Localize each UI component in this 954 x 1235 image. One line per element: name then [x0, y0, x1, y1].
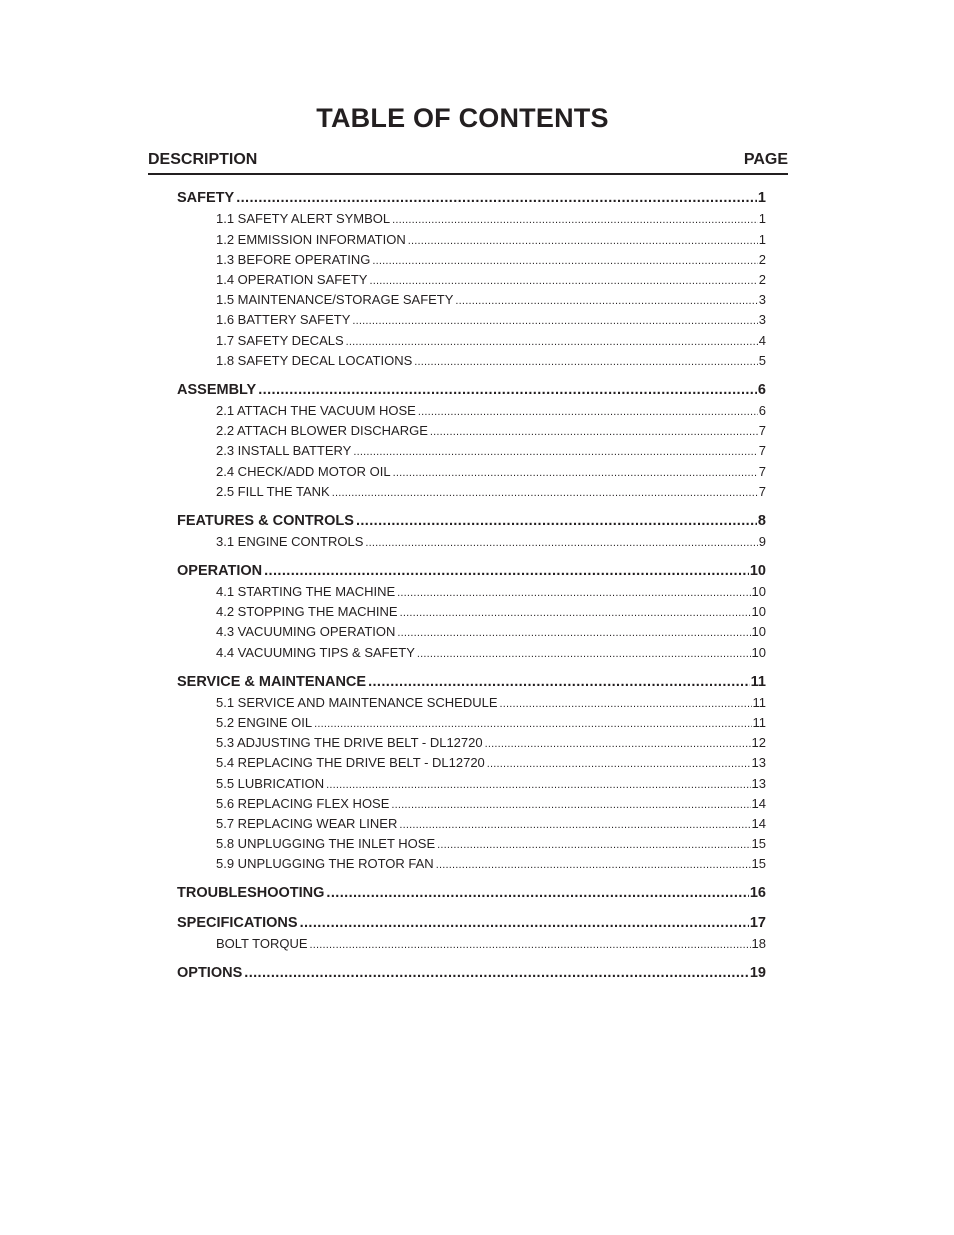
- description-column-header: DESCRIPTION: [148, 151, 258, 168]
- toc-item-1-5-maintenance-storage-safety[interactable]: [216, 293, 766, 307]
- dot-leader: [236, 191, 757, 206]
- toc-item-1-1-safety-alert-symbol-label: 1.1 SAFETY ALERT SYMBOL: [216, 211, 391, 226]
- dot-leader: [397, 628, 750, 639]
- toc-item-1-6-battery-safety-label: 1.6 BATTERY SAFETY: [216, 312, 351, 327]
- toc-item-2-3-install-battery-label: 2.3 INSTALL BATTERY: [216, 443, 352, 458]
- dot-leader: [264, 564, 749, 579]
- toc-item-1-3-before-operating-page-number: 2: [758, 252, 766, 267]
- toc-item-4-2-stopping-the-machine-label: 4.2 STOPPING THE MACHINE: [216, 604, 398, 619]
- dot-leader: [353, 447, 757, 458]
- toc-item-1-2-emmission-information[interactable]: [216, 233, 766, 247]
- toc-item-5-7-replacing-wear-liner[interactable]: [216, 817, 766, 831]
- toc-item-5-3-adjusting-the-drive-belt-dl12720[interactable]: [216, 736, 766, 750]
- toc-section-assembly-label: ASSEMBLY: [177, 382, 257, 398]
- toc-item-5-5-lubrication[interactable]: [216, 777, 766, 791]
- dot-leader: [455, 296, 757, 307]
- toc-item-1-6-battery-safety-page-number: 3: [758, 312, 766, 327]
- toc-item-2-2-attach-blower-discharge-label: 2.2 ATTACH BLOWER DISCHARGE: [216, 423, 428, 438]
- dot-leader: [244, 966, 749, 981]
- toc-item-5-1-service-and-maintenance-schedule-label: 5.1 SERVICE AND MAINTENANCE SCHEDULE: [216, 695, 498, 710]
- toc-item-1-3-before-operating-label: 1.3 BEFORE OPERATING: [216, 252, 371, 267]
- toc-item-2-1-attach-the-vacuum-hose[interactable]: [216, 404, 766, 418]
- dot-leader: [392, 215, 758, 226]
- toc-item-2-2-attach-blower-discharge[interactable]: [216, 424, 766, 438]
- toc-item-4-3-vacuuming-operation-label: 4.3 VACUUMING OPERATION: [216, 624, 396, 639]
- toc-item-5-1-service-and-maintenance-schedule-page-number: 11: [752, 695, 766, 710]
- toc-item-1-7-safety-decals[interactable]: [216, 334, 766, 348]
- toc-section-features-and-controls-label: FEATURES & CONTROLS: [177, 513, 354, 529]
- toc-item-5-9-unplugging-the-rotor-fan-page-number: 15: [751, 856, 766, 871]
- dot-leader: [346, 337, 758, 348]
- toc-item-3-1-engine-controls[interactable]: [216, 535, 766, 549]
- toc-item-5-4-replacing-the-drive-belt-dl12720-page-number: 13: [751, 755, 766, 770]
- toc-section-features-and-controls-page-number: 8: [757, 513, 766, 529]
- dot-leader: [391, 800, 750, 811]
- dot-leader: [437, 840, 750, 851]
- toc-item-bolt-torque-label: BOLT TORQUE: [216, 936, 308, 951]
- page-title: TABLE OF CONTENTS: [316, 103, 609, 133]
- toc-item-2-5-fill-the-tank-label: 2.5 FILL THE TANK: [216, 484, 330, 499]
- toc-item-5-6-replacing-flex-hose-label: 5.6 REPLACING FLEX HOSE: [216, 796, 390, 811]
- toc-item-bolt-torque-page-number: 18: [751, 936, 766, 951]
- dot-leader: [418, 407, 758, 418]
- toc-item-1-1-safety-alert-symbol-page-number: 1: [758, 211, 766, 226]
- toc-item-4-2-stopping-the-machine-page-number: 10: [751, 604, 766, 619]
- toc-item-1-5-maintenance-storage-safety-label: 1.5 MAINTENANCE/STORAGE SAFETY: [216, 292, 454, 307]
- toc-item-5-2-engine-oil[interactable]: [216, 716, 766, 730]
- dot-leader: [436, 860, 751, 871]
- toc-section-safety-label: SAFETY: [177, 190, 235, 206]
- dot-leader: [500, 699, 752, 710]
- toc-item-2-2-attach-blower-discharge-page-number: 7: [758, 423, 766, 438]
- toc-item-1-2-emmission-information-label: 1.2 EMMISSION INFORMATION: [216, 232, 406, 247]
- toc-item-1-4-operation-safety[interactable]: [216, 273, 766, 287]
- dot-leader: [417, 649, 751, 660]
- dot-leader: [393, 468, 758, 479]
- toc-section-troubleshooting[interactable]: [177, 886, 766, 901]
- dot-leader: [400, 608, 751, 619]
- toc-section-safety[interactable]: [177, 191, 766, 206]
- toc-section-options-label: OPTIONS: [177, 965, 243, 981]
- toc-section-operation-label: OPERATION: [177, 563, 263, 579]
- toc-item-5-1-service-and-maintenance-schedule[interactable]: [216, 696, 766, 710]
- toc-section-options-page-number: 19: [749, 965, 766, 981]
- dot-leader: [365, 538, 757, 549]
- toc-section-assembly-page-number: 6: [757, 382, 766, 398]
- toc-item-4-1-starting-the-machine-label: 4.1 STARTING THE MACHINE: [216, 584, 396, 599]
- toc-item-2-1-attach-the-vacuum-hose-label: 2.1 ATTACH THE VACUUM HOSE: [216, 403, 416, 418]
- toc-item-4-3-vacuuming-operation[interactable]: [216, 625, 766, 639]
- toc-item-1-5-maintenance-storage-safety-page-number: 3: [758, 292, 766, 307]
- dot-leader: [372, 256, 757, 267]
- toc-section-specifications[interactable]: [177, 916, 766, 931]
- toc-item-4-1-starting-the-machine-page-number: 10: [751, 584, 766, 599]
- toc-item-5-5-lubrication-label: 5.5 LUBRICATION: [216, 776, 325, 791]
- toc-item-1-3-before-operating[interactable]: [216, 253, 766, 267]
- toc-item-2-4-check-add-motor-oil-label: 2.4 CHECK/ADD MOTOR OIL: [216, 464, 391, 479]
- toc-item-5-5-lubrication-page-number: 13: [751, 776, 766, 791]
- toc-section-assembly[interactable]: [177, 383, 766, 398]
- toc-item-5-2-engine-oil-label: 5.2 ENGINE OIL: [216, 715, 313, 730]
- toc-item-5-4-replacing-the-drive-belt-dl12720[interactable]: [216, 756, 766, 770]
- toc-item-4-3-vacuuming-operation-page-number: 10: [751, 624, 766, 639]
- dot-leader: [326, 780, 750, 791]
- toc-item-4-1-starting-the-machine[interactable]: [216, 585, 766, 599]
- toc-section-troubleshooting-page-number: 16: [749, 885, 766, 901]
- toc-section-troubleshooting-label: TROUBLESHOOTING: [177, 885, 325, 901]
- toc-item-2-4-check-add-motor-oil-page-number: 7: [758, 464, 766, 479]
- toc-section-features-and-controls[interactable]: [177, 514, 766, 529]
- page-column-header: PAGE: [743, 151, 788, 168]
- toc-section-service-and-maintenance-page-number: 11: [750, 674, 766, 690]
- dot-leader: [399, 820, 750, 831]
- toc-item-4-4-vacuuming-tips-and-safety-page-number: 10: [751, 645, 766, 660]
- toc-section-specifications-label: SPECIFICATIONS: [177, 915, 298, 931]
- toc-item-3-1-engine-controls-label: 3.1 ENGINE CONTROLS: [216, 534, 364, 549]
- toc-item-5-7-replacing-wear-liner-label: 5.7 REPLACING WEAR LINER: [216, 816, 398, 831]
- toc-item-4-2-stopping-the-machine[interactable]: [216, 605, 766, 619]
- toc-section-operation[interactable]: [177, 564, 766, 579]
- dot-leader: [332, 488, 758, 499]
- toc-item-1-6-battery-safety[interactable]: [216, 313, 766, 327]
- dot-leader: [430, 427, 758, 438]
- toc-item-5-9-unplugging-the-rotor-fan[interactable]: [216, 857, 766, 871]
- toc-section-specifications-page-number: 17: [749, 915, 766, 931]
- dot-leader: [310, 940, 751, 951]
- toc-item-1-7-safety-decals-label: 1.7 SAFETY DECALS: [216, 333, 344, 348]
- dot-leader: [397, 588, 750, 599]
- toc-item-1-2-emmission-information-page-number: 1: [758, 232, 766, 247]
- toc-item-5-8-unplugging-the-inlet-hose-page-number: 15: [751, 836, 766, 851]
- dot-leader: [485, 739, 751, 750]
- dot-leader: [487, 759, 751, 770]
- toc-item-1-8-safety-decal-locations-label: 1.8 SAFETY DECAL LOCATIONS: [216, 353, 413, 368]
- toc-item-1-7-safety-decals-page-number: 4: [758, 333, 766, 348]
- toc-item-2-5-fill-the-tank-page-number: 7: [758, 484, 766, 499]
- toc-item-4-4-vacuuming-tips-and-safety-label: 4.4 VACUUMING TIPS & SAFETY: [216, 645, 415, 660]
- toc-item-2-4-check-add-motor-oil[interactable]: [216, 465, 766, 479]
- toc-item-5-4-replacing-the-drive-belt-dl12720-label: 5.4 REPLACING THE DRIVE BELT - DL12720: [216, 755, 485, 770]
- toc-item-2-5-fill-the-tank[interactable]: [216, 485, 766, 499]
- toc-item-5-6-replacing-flex-hose-page-number: 14: [751, 796, 766, 811]
- toc-item-5-9-unplugging-the-rotor-fan-label: 5.9 UNPLUGGING THE ROTOR FAN: [216, 856, 434, 871]
- toc-item-5-2-engine-oil-page-number: 11: [752, 715, 766, 730]
- toc-item-2-1-attach-the-vacuum-hose-page-number: 6: [758, 403, 766, 418]
- dot-leader: [368, 675, 750, 690]
- dot-leader: [326, 886, 748, 901]
- toc-item-5-8-unplugging-the-inlet-hose-label: 5.8 UNPLUGGING THE INLET HOSE: [216, 836, 436, 851]
- dot-leader: [352, 316, 757, 327]
- dot-leader: [414, 357, 758, 368]
- toc-item-5-8-unplugging-the-inlet-hose[interactable]: [216, 837, 766, 851]
- toc-section-safety-page-number: 1: [757, 190, 766, 206]
- dot-leader: [300, 916, 749, 931]
- toc-section-service-and-maintenance-label: SERVICE & MAINTENANCE: [177, 674, 367, 690]
- dot-leader: [369, 276, 757, 287]
- toc-item-2-3-install-battery-page-number: 7: [758, 443, 766, 458]
- toc-section-service-and-maintenance[interactable]: [177, 675, 766, 690]
- toc-item-1-4-operation-safety-page-number: 2: [758, 272, 766, 287]
- toc-item-2-3-install-battery[interactable]: [216, 444, 766, 458]
- dot-leader: [314, 719, 751, 730]
- toc-item-bolt-torque[interactable]: [216, 937, 766, 951]
- toc-item-1-1-safety-alert-symbol[interactable]: [216, 212, 766, 226]
- dot-leader: [356, 514, 757, 529]
- toc-item-5-3-adjusting-the-drive-belt-dl12720-label: 5.3 ADJUSTING THE DRIVE BELT - DL12720: [216, 735, 483, 750]
- dot-leader: [258, 383, 757, 398]
- toc-section-operation-page-number: 10: [749, 563, 766, 579]
- toc-item-5-7-replacing-wear-liner-page-number: 14: [751, 816, 766, 831]
- toc-item-5-6-replacing-flex-hose[interactable]: [216, 797, 766, 811]
- toc-item-1-8-safety-decal-locations-page-number: 5: [758, 353, 766, 368]
- dot-leader: [408, 236, 758, 247]
- toc-item-4-4-vacuuming-tips-and-safety[interactable]: [216, 646, 766, 660]
- toc-item-1-4-operation-safety-label: 1.4 OPERATION SAFETY: [216, 272, 368, 287]
- toc-item-5-3-adjusting-the-drive-belt-dl12720-page-number: 12: [751, 735, 766, 750]
- toc-item-3-1-engine-controls-page-number: 9: [758, 534, 766, 549]
- toc-item-1-8-safety-decal-locations[interactable]: [216, 354, 766, 368]
- toc-section-options[interactable]: [177, 966, 766, 981]
